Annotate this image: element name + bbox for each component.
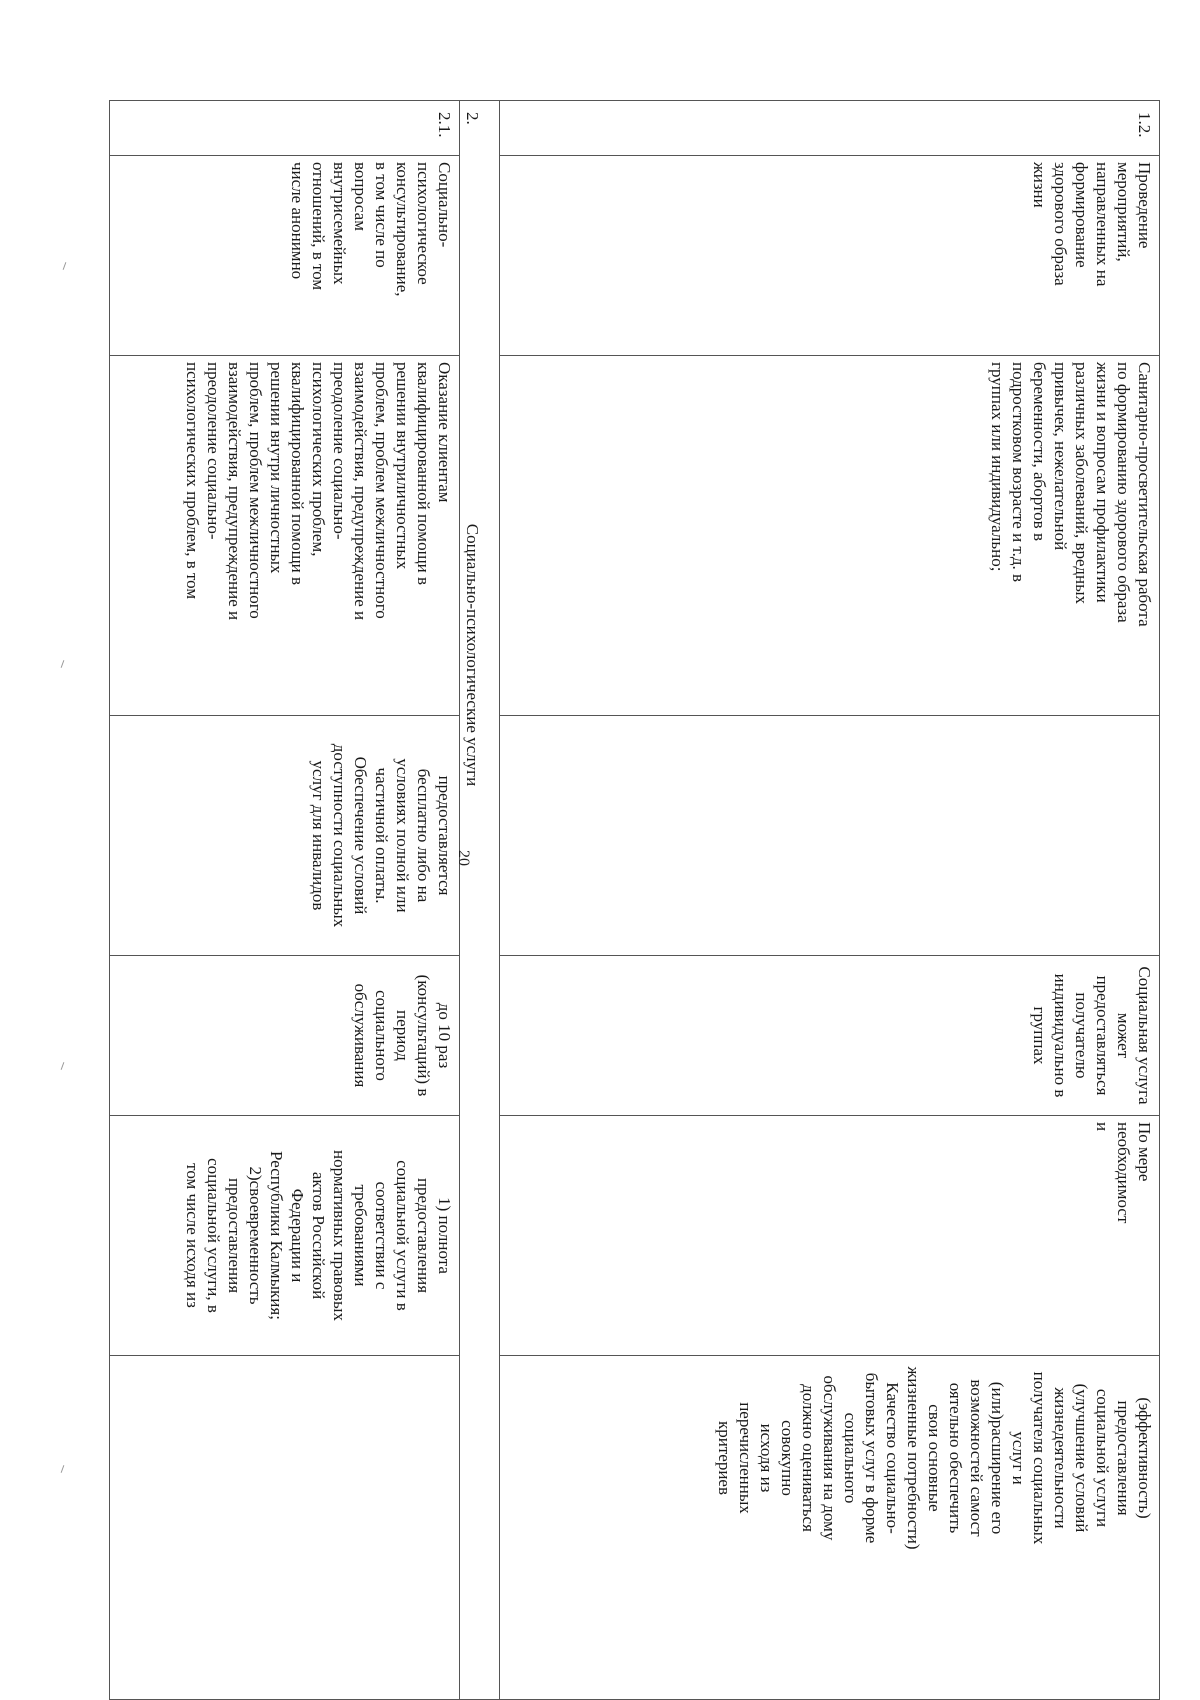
col-divider-desc-21 bbox=[110, 715, 460, 716]
row-12-conditions: Социальная услуга может предоставляться получателю индивидуально в группах bbox=[1030, 966, 1154, 1105]
page-number: 20 bbox=[455, 850, 472, 866]
section-2-number: 2. bbox=[463, 112, 482, 125]
row-12-quality: (эффективность) предоставления социальной услуги (улучшение условий жизнедеятельности получателя социальных услуг и (или)расширение его возможностей самост оятельно обеспечить свои основные жизненные потребности) Качество социально- бытовых услуг в форме социального обслуживания на дому должно оцениваться совокупно исходя из перечисленных критериев bbox=[715, 1366, 1154, 1550]
row-12-volume: По мере необходимост и bbox=[1093, 1122, 1154, 1224]
col-divider-desc bbox=[500, 715, 1160, 716]
scan-mark bbox=[63, 262, 67, 270]
table-border-left bbox=[110, 100, 1160, 101]
col-divider-name-21 bbox=[110, 355, 460, 356]
section-2-title: Социально-психологические услуги bbox=[463, 523, 482, 787]
table-border-top bbox=[1159, 100, 1160, 1700]
col-divider-quality bbox=[500, 1355, 1160, 1356]
col-divider-num bbox=[500, 155, 1160, 156]
col-divider-vol bbox=[500, 1115, 1160, 1116]
col-divider-cond-21 bbox=[110, 955, 460, 956]
scan-mark bbox=[61, 1062, 65, 1070]
scan-mark bbox=[61, 1465, 65, 1473]
row-21-number: 2.1. bbox=[435, 112, 454, 138]
col-divider-quality-21 bbox=[110, 1355, 460, 1356]
row-12-description: Санитарно-просветительская работа по формированию здорового образа жизни и вопросам профилактики различных заболеваний, вредных привычек, нежелательной беременности, абортов в подростковом возрасте и т.д. в группах или индивидуально; bbox=[988, 362, 1154, 627]
row-21-service-name: Социально- психологическое консультирование, в том числе по вопросам внутрисемейных отношений, в том числе анонимно bbox=[288, 162, 454, 297]
col-divider-name bbox=[500, 355, 1160, 356]
scan-mark bbox=[61, 660, 65, 668]
rotated-table bbox=[110, 100, 1160, 1700]
row-12-number-text: 1.2. bbox=[1135, 112, 1154, 138]
row-21-conditions: предоставляется бесплатно либо на условиях полной или частичной оплаты. Обеспечение условий доступности социальных услуг для инвалидов bbox=[309, 743, 454, 928]
row-21-description: Оказание клиентам квалифицированной помощи в решении внутриличностных проблем, проблем межличностного взаимодействия, предупреждение и преодоление социально- психологических проблем, квалифицированной помощи в решении внутри личностных проблем, проблем межличностного взаимодействия, предупреждение и преодоление социально- психологических проблем, в том bbox=[183, 362, 454, 621]
table-border-bottom bbox=[109, 100, 110, 1700]
row-divider-2-21 bbox=[459, 100, 460, 1700]
col-divider-vol-21 bbox=[110, 1115, 460, 1116]
row-21-volume: до 10 раз (консультаций) в период социального обслуживания bbox=[351, 974, 454, 1097]
col-divider-cond bbox=[500, 955, 1160, 956]
row-21-quality: 1) полнота предоставления социальной услуги в соответствии с требованиями нормативных правовых актов Российской Федерации и Республики Калмыкия; 2)своевременность предоставления социальной услуги, в том числе исходя из bbox=[183, 1150, 454, 1321]
col-divider-num-21 bbox=[110, 155, 460, 156]
row-12-service-name: Проведение мероприятий, направленных на формирование здорового образа жизни bbox=[1030, 162, 1154, 287]
row-divider-12-2 bbox=[499, 100, 500, 1700]
